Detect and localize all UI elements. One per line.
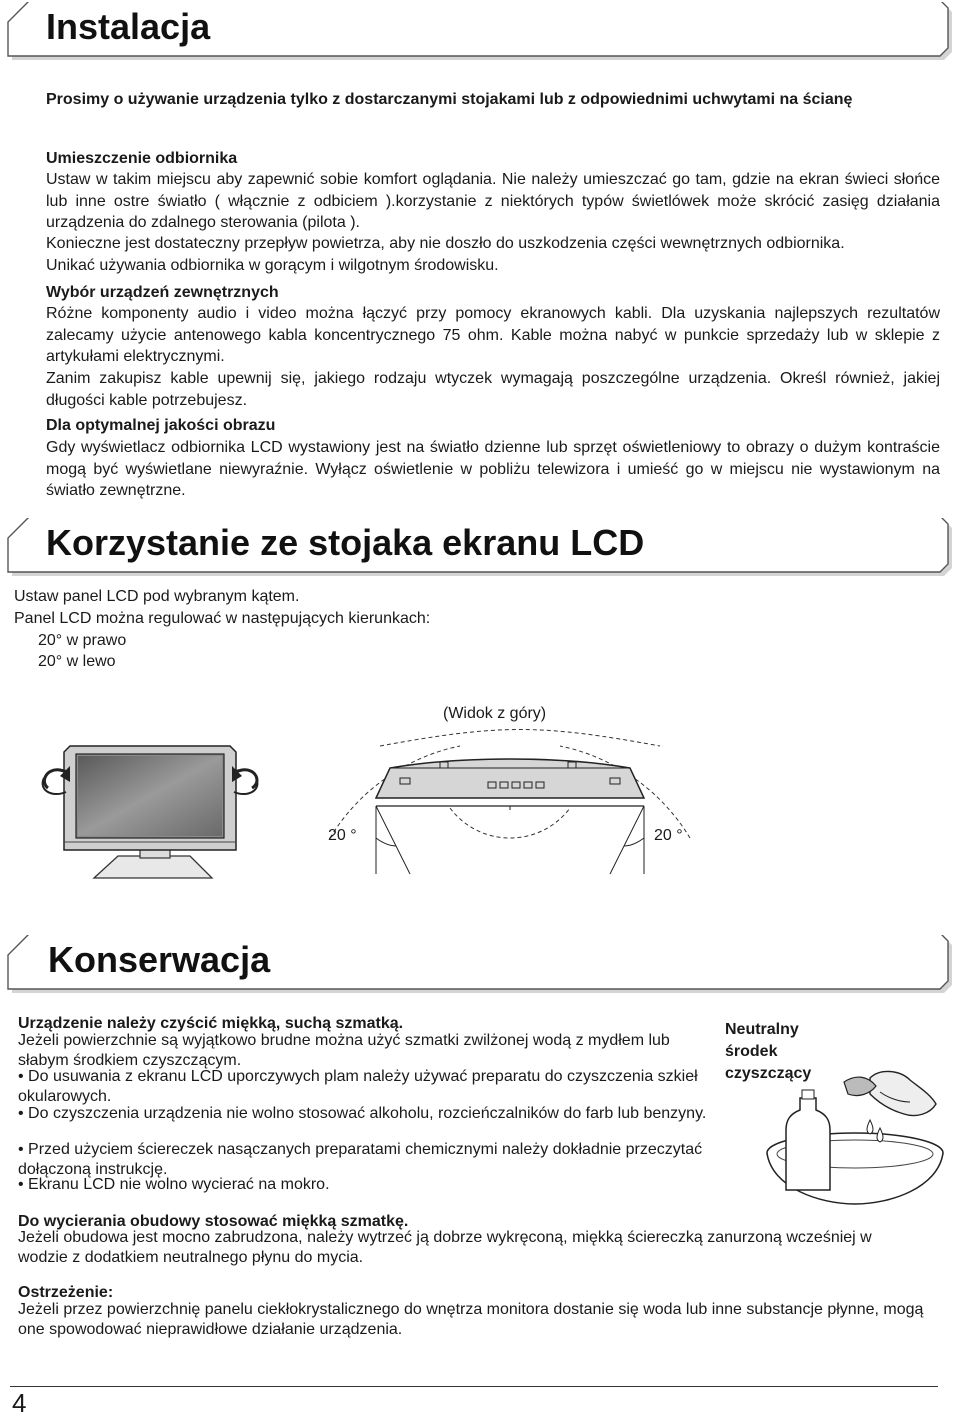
install-intro: Prosimy o używanie urządzenia tylko z dostarczanymi stojakami lub z odpowiednimi uchwytami na ścianę [46, 91, 853, 108]
cleaning-text: Jeżeli powierzchnie są wyjątkowo brudne można użyć szmatki zwilżonej wodą z mydłem lub słabym środkiem czyszczącym. [18, 1032, 670, 1069]
placement-text-3: Unikać używania odbiornika w gorącym i wilgotnym środowisku. [46, 257, 499, 274]
placement-text-2: Konieczne jest dostateczny przepływ powietrza, aby nie doszło do uszkodzenia części wewnętrznych odbiornika. [46, 235, 845, 252]
section-header-konserwacja [4, 935, 946, 989]
placement-heading: Umieszczenie odbiornika [46, 150, 238, 167]
section-title: Korzystanie ze stojaka ekranu LCD [46, 522, 645, 563]
section-header-instalacja [4, 2, 946, 56]
placement-text-1: Ustaw w takim miejscu aby zapewnić sobie komfort oglądania. Nie należy umieszczać go tam, gdzie na ekran świeci słońce lub inne ostre światło ( włącznie z odbiciem ).korzystanie z niektórych typów świetlówek może skrócić zasięg działania urządzenia do zdalnego sterowania (pilota ). [46, 171, 940, 231]
stand-dir-right: 20° w prawo [38, 632, 127, 649]
stand-dir-left: 20° w lewo [38, 653, 116, 670]
cleaning-bullet-1: • Do usuwania z ekranu LCD uporczywych plam należy używać preparatu do czyszczenia szkieł okularowych. [18, 1068, 698, 1105]
external-heading: Wybór urządzeń zewnętrznych [46, 284, 279, 301]
external-text-1: Różne komponenty audio i video można łączyć przy pomocy ekranowych kabli. Dla uzyskania najlepszych rezultatów zalecamy użycie antenowego kabla koncentrycznego 75 ohm. Kable można nabyć w punkcie sprzedaży lub w sklepie z artykułami elektrycznymi. [46, 305, 940, 365]
stand-line-1: Ustaw panel LCD pod wybranym kątem. [14, 588, 300, 605]
warning-text: Jeżeli przez powierzchnię panelu ciekłokrystalicznego do wnętrza monitora dostanie się woda lub inne substancje płynne, mogą one spowodować nieprawidłowe działanie urządzenia. [18, 1301, 924, 1338]
stand-line-2: Panel LCD można regulować w następujących kierunkach: [14, 610, 431, 627]
section-header-stojak [4, 518, 946, 572]
page-number: 4 [12, 1388, 27, 1418]
side-label-1: Neutralny [725, 1021, 799, 1038]
section-title: Konserwacja [48, 939, 271, 980]
quality-heading: Dla optymalnej jakości obrazu [46, 417, 276, 434]
side-label-3: czyszczący [725, 1065, 812, 1082]
cleaning-heading: Urządzenie należy czyścić miękką, suchą szmatką. [18, 1015, 404, 1032]
housing-heading: Do wycierania obudowy stosować miękką szmatkę. [18, 1213, 409, 1230]
side-label-2: środek [725, 1043, 778, 1060]
angle-left-label: 20 ° [328, 827, 357, 844]
cleaning-illustration [760, 1058, 950, 1208]
housing-text: Jeżeli obudowa jest mocno zabrudzona, należy wytrzeć ją dobrze wykręconą, miękką ściereczką zanurzoną wcześniej w wodzie z dodatkiem neutralnego płynu do mycia. [18, 1229, 872, 1266]
cleaning-bullet-4: • Ekranu LCD nie wolno wycierać na mokro. [18, 1176, 330, 1193]
external-text-2: Zanim zakupisz kable upewnij się, jakiego rodzaju wtyczek wymagają poszczególne urządzenia. Określ również, jakiej długości kable potrzebujesz. [46, 370, 940, 409]
section-title: Instalacja [46, 6, 211, 47]
cleaning-bullet-3: • Przed użyciem ściereczek nasączanych preparatami chemicznymi należy dokładnie przeczytać dołączoną instrukcję. [18, 1141, 703, 1178]
warning-heading: Ostrzeżenie: [18, 1284, 114, 1301]
angle-right-label: 20 ° [654, 827, 683, 844]
footer-rule [10, 1386, 938, 1387]
tv-front-illustration [40, 738, 270, 888]
cleaning-bullet-2: • Do czyszczenia urządzenia nie wolno stosować alkoholu, rozcieńczalników do farb lub benzyny. [18, 1105, 707, 1122]
quality-text: Gdy wyświetlacz odbiornika LCD wystawiony jest na światło dzienne lub sprzęt oświetleniowy to obrazy o dużym kontraście mogą być wyświetlane niewyraźnie. Wyłącz oświetlenie w pobliżu telewizora i umieść go w miejscu nie wystawionym na światło zewnętrzne. [46, 439, 940, 499]
tv-top-view-diagram [300, 728, 720, 878]
top-view-label: (Widok z góry) [443, 705, 547, 722]
